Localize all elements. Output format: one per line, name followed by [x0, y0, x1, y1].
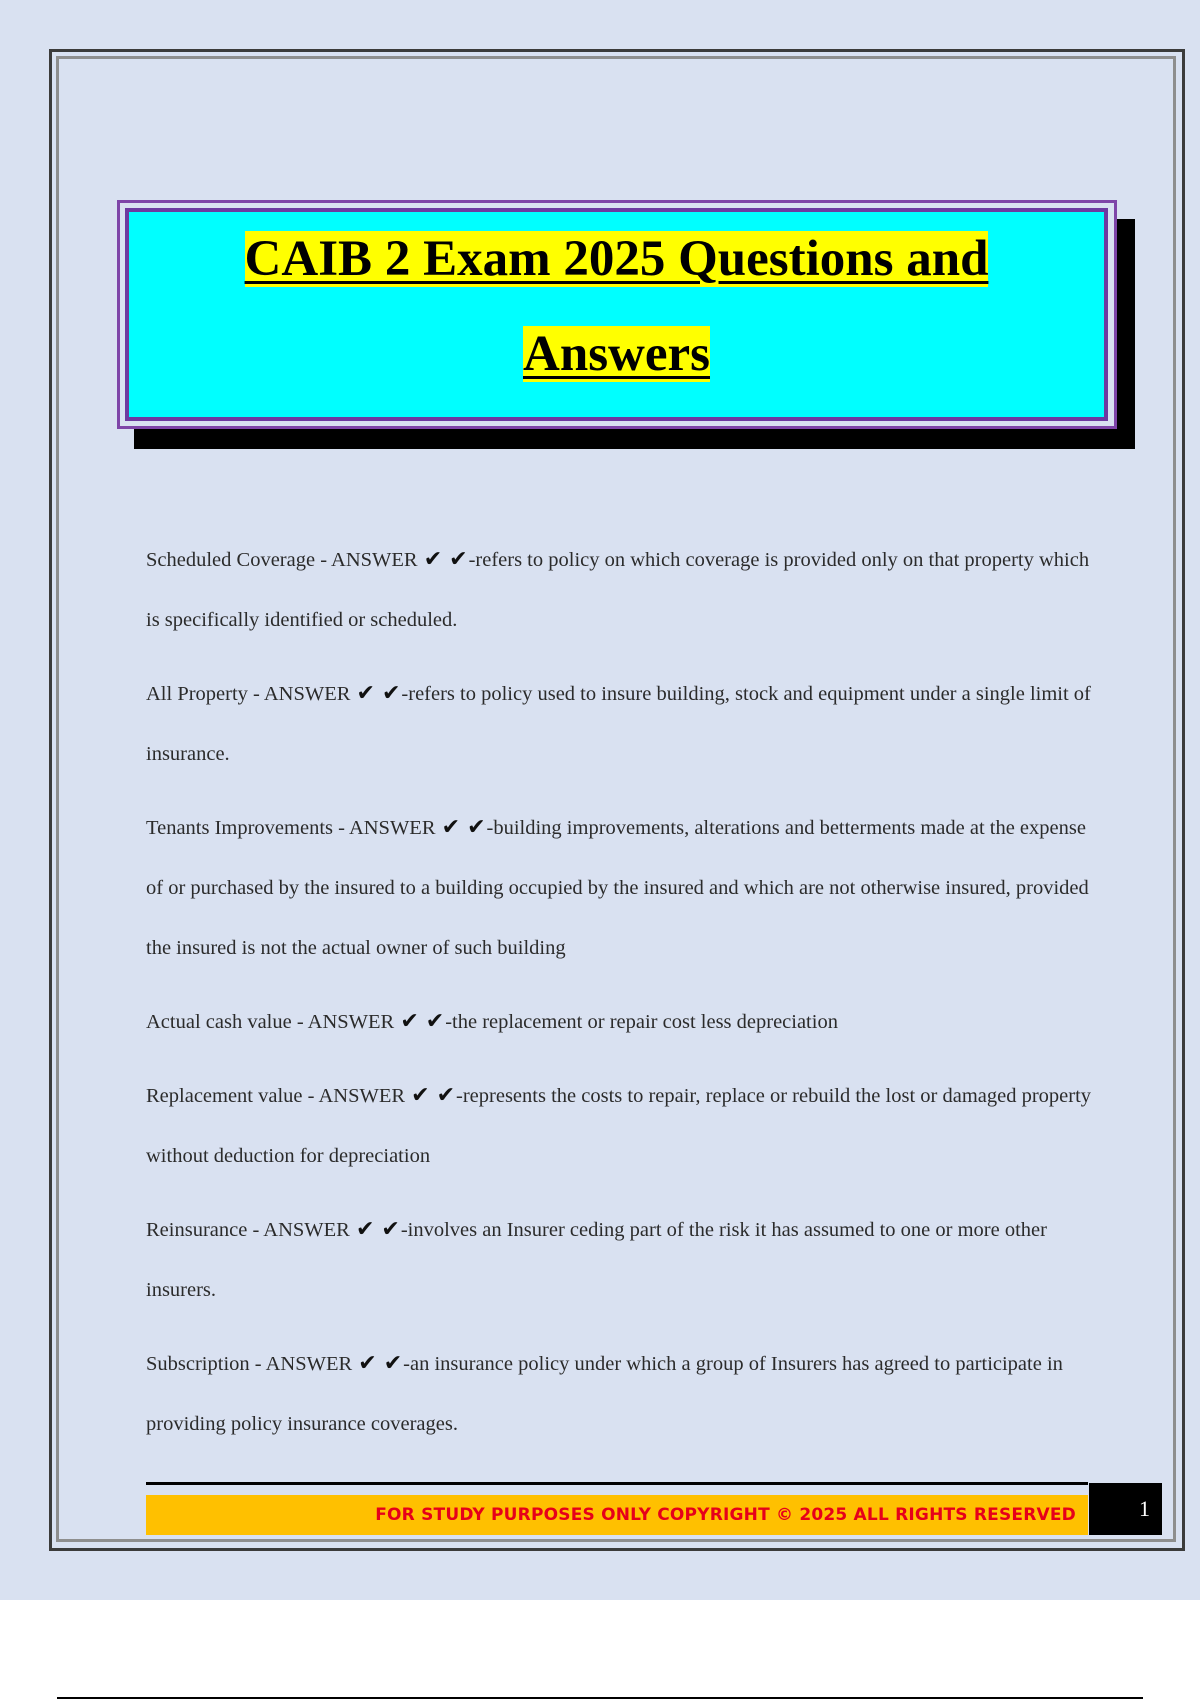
- checkmark-icon: ✔ ✔: [358, 1351, 403, 1376]
- bottom-rule: [57, 1697, 1143, 1699]
- checkmark-icon: ✔ ✔: [411, 1083, 456, 1108]
- qa-answer: -the replacement or repair cost less depreciation: [445, 1011, 838, 1033]
- checkmark-icon: ✔ ✔: [356, 681, 401, 706]
- qa-term: Reinsurance - ANSWER: [146, 1219, 350, 1241]
- qa-item: [146, 992, 1096, 1052]
- checkmark-icon: ✔ ✔: [355, 1217, 400, 1242]
- document-title: [129, 212, 1104, 402]
- qa-term: Subscription - ANSWER: [146, 1353, 353, 1375]
- qa-term: All Property - ANSWER: [146, 683, 351, 705]
- page-number: 1: [1089, 1483, 1162, 1535]
- document-title-line-2: Answers: [523, 326, 710, 382]
- qa-term: Replacement value - ANSWER: [146, 1085, 406, 1107]
- qa-answer: -involves an Insurer ceding part of the risk it has assumed to one or more other insurers.: [146, 1219, 1047, 1301]
- qa-answer: -represents the costs to repair, replace or rebuild the lost or damaged property without deduction for depreciation: [146, 1085, 1092, 1167]
- checkmark-icon: ✔ ✔: [400, 1009, 445, 1034]
- checkmark-icon: ✔ ✔: [441, 815, 486, 840]
- qa-answer: -refers to policy on which coverage is provided only on that property which is specifically identified or scheduled.: [146, 549, 1090, 631]
- qa-item: [146, 664, 1096, 784]
- qa-term: Actual cash value - ANSWER: [146, 1011, 395, 1033]
- qa-item: [146, 1200, 1096, 1320]
- qa-term: Scheduled Coverage - ANSWER: [146, 549, 418, 571]
- qa-answer: -building improvements, alterations and betterments made at the expense of or purchased by the insured to a building occupied by the insured and which are not otherwise insured, provided the insured is not the actual owner of such building: [146, 817, 1089, 959]
- copyright-notice: FOR STUDY PURPOSES ONLY COPYRIGHT © 2025 ALL RIGHTS RESERVED: [375, 1505, 1076, 1525]
- qa-answer: -refers to policy used to insure building, stock and equipment under a single limit of insurance.: [146, 683, 1091, 765]
- footer-divider: [146, 1482, 1088, 1485]
- footer-band: [146, 1495, 1088, 1535]
- qa-answer: -an insurance policy under which a group of Insurers has agreed to participate in providing policy insurance coverages.: [146, 1353, 1063, 1435]
- qa-item: [146, 798, 1096, 978]
- qa-item: [146, 1334, 1096, 1454]
- document-title-line-1: CAIB 2 Exam 2025 Questions and: [244, 231, 989, 287]
- checkmark-icon: ✔ ✔: [423, 547, 468, 572]
- qa-list: [146, 530, 1096, 1468]
- qa-term: Tenants Improvements - ANSWER: [146, 817, 436, 839]
- qa-item: [146, 530, 1096, 650]
- qa-item: [146, 1066, 1096, 1186]
